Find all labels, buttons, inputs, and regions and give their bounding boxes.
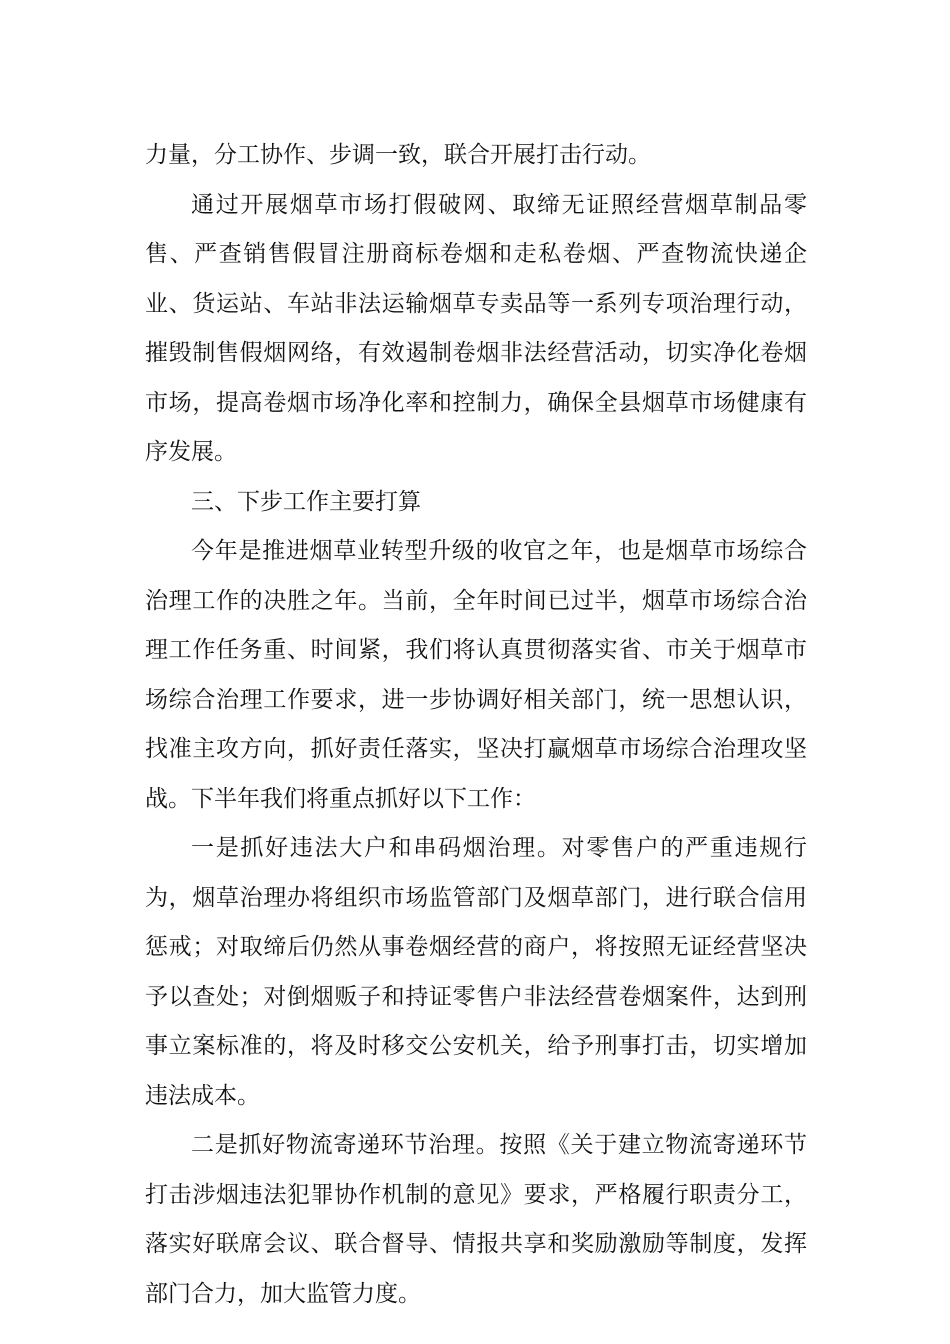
paragraph-special-actions: 通过开展烟草市场打假破网、取缔无证照经营烟草制品零售、严查销售假冒注册商标卷烟和走私卷烟、严查物流快递企业、货运站、车站非法运输烟草专卖品等一系列专项治理行动，摧毁制售假烟网络，有效遏制卷烟非法经营活动，切实净化卷烟市场，提高卷烟市场净化率和控制力，确保全县烟草市场健康有序发展。: [145, 191, 807, 465]
paragraph-item-two: 二是抓好物流寄递环节治理。按照《关于建立物流寄递环节打击涉烟违法犯罪协作机制的意见》要求，严格履行职责分工，落实好联席会议、联合督导、情报共享和奖励激励等制度，发挥部门合力，加大监管力度。: [145, 1132, 807, 1307]
paragraph-item-one: 一是抓好违法大户和串码烟治理。对零售户的严重违规行为，烟草治理办将组织市场监管部门及烟草部门，进行联合信用惩戒；对取缔后仍然从事卷烟经营的商户，将按照无证经营坚决予以查处；对倒烟贩子和持证零售户非法经营卷烟案件，达到刑事立案标准的，将及时移交公安机关，给予刑事打击，切实增加违法成本。: [145, 835, 807, 1109]
paragraph-annual-plan: 今年是推进烟草业转型升级的收官之年，也是烟草市场综合治理工作的决胜之年。当前，全年时间已过半，烟草市场综合治理工作任务重、时间紧，我们将认真贯彻落实省、市关于烟草市场综合治理工作要求，进一步协调好相关部门，统一思想认识，找准主攻方向，抓好责任落实，坚决打赢烟草市场综合治理攻坚战。下半年我们将重点抓好以下工作：: [145, 538, 807, 812]
document-body: [145, 131, 807, 1319]
section-heading-next-steps: 三、下步工作主要打算: [191, 488, 421, 515]
paragraph-continuation: 力量，分工协作、步调一致，联合开展打击行动。: [145, 142, 651, 168]
